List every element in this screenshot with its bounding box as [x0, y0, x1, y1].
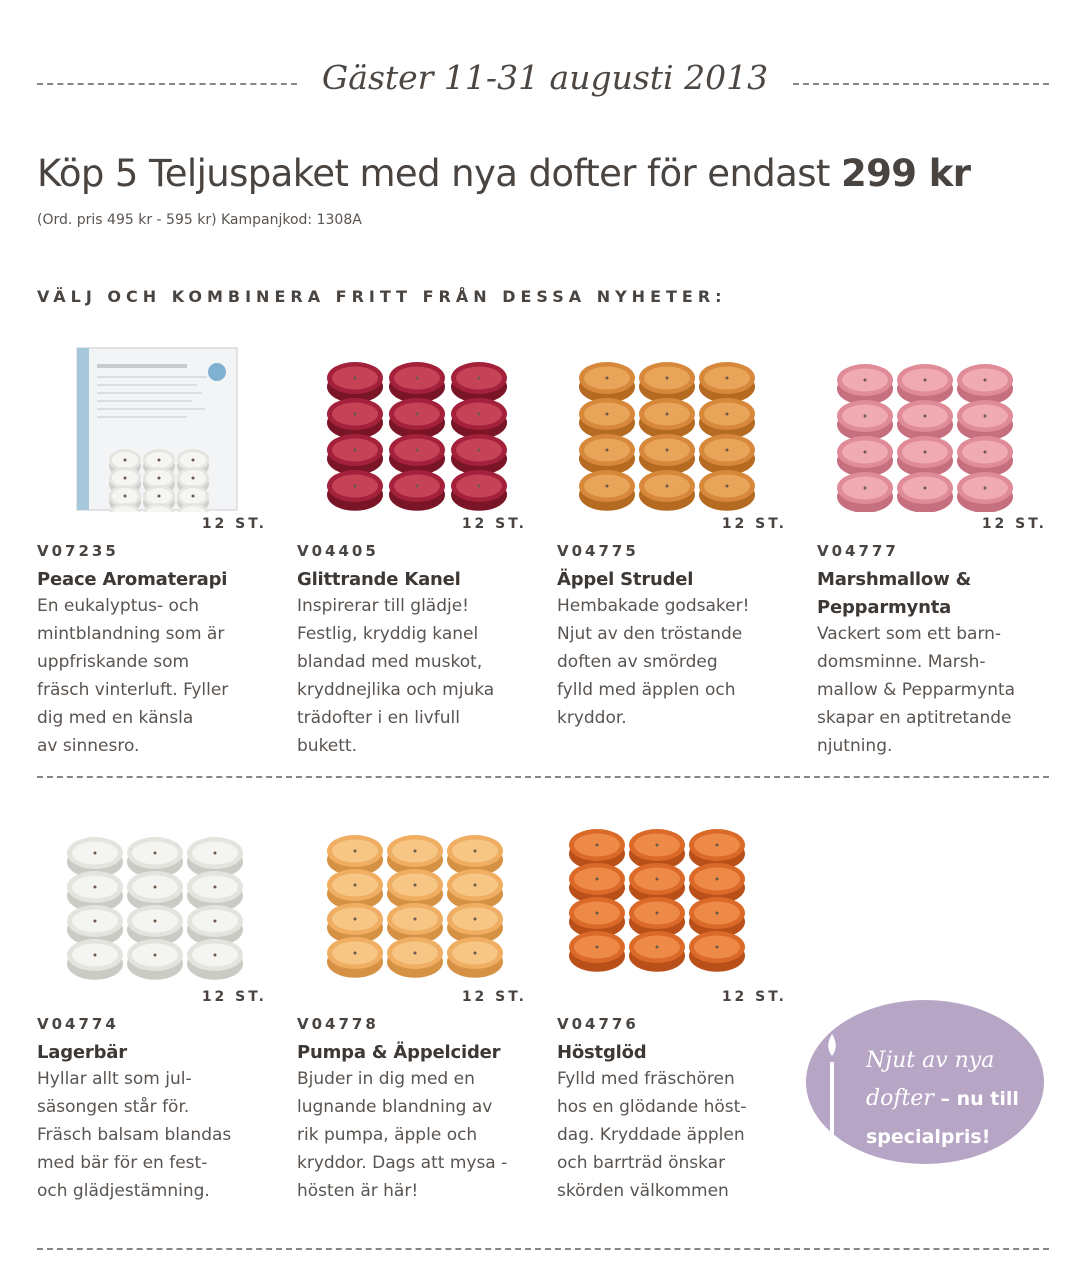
quantity-label: 12 ST. [981, 516, 1047, 532]
quantity-label: 12 ST. [721, 516, 787, 532]
tealights-icon [297, 815, 542, 985]
tealight-wick [154, 852, 157, 855]
tealight-wick [666, 413, 669, 416]
tealight-wick [478, 449, 481, 452]
product-description [557, 1065, 792, 1205]
desc-line: Vackert som ett barn- [817, 624, 1002, 644]
desc-line: mintblandning som är [37, 624, 225, 644]
tealight-wick [158, 495, 161, 498]
desc-line: och barrträd önskar [557, 1153, 726, 1173]
badge-line-2-bold: – nu till [933, 1088, 1019, 1110]
tealight-wick [716, 844, 719, 847]
tealights-icon [37, 815, 282, 985]
tealight-wick [414, 952, 417, 955]
campaign-title: Gäster 11-31 augusti 2013 [321, 58, 769, 97]
desc-line: fylld med äpplen och [557, 680, 736, 700]
tealight-wick [416, 413, 419, 416]
tealight-wick [924, 487, 927, 490]
quantity-label: 12 ST. [201, 989, 267, 1005]
product-image-appel-strudel [557, 342, 802, 512]
desc-line: kryddor. [557, 708, 627, 728]
promo-badge [806, 1000, 1044, 1164]
tealight-wick [656, 946, 659, 949]
tealight-wick [214, 954, 217, 957]
desc-line: skapar en aptitretande [817, 708, 1012, 728]
tealight-wick [596, 912, 599, 915]
tealight-wick [656, 912, 659, 915]
headline-price: 299 kr [841, 152, 971, 195]
tealight-wick [94, 954, 97, 957]
badge-line-2-italic: dofter [866, 1086, 934, 1111]
offer-subline: (Ord. pris 495 kr - 595 kr) Kampanjkod: 1308A [37, 212, 362, 228]
tealight-wick [214, 920, 217, 923]
tealight-wick [478, 413, 481, 416]
desc-line: Festlig, kryddig kanel [297, 624, 479, 644]
badge-line-2 [866, 1080, 1036, 1118]
desc-line: blandad med muskot, [297, 652, 483, 672]
desc-line: Fylld med fräschören [557, 1069, 735, 1089]
row-divider [37, 776, 1049, 778]
tealights-icon [817, 342, 1062, 512]
desc-line: domsminne. Marsh- [817, 652, 986, 672]
product-code: V04777 [817, 542, 899, 560]
tealight-wick [158, 477, 161, 480]
tealight-wick [416, 449, 419, 452]
desc-line: av sinnesro. [37, 736, 140, 756]
tealight-wick [864, 379, 867, 382]
offer-headline [37, 152, 970, 195]
product-name: Glittrande Kanel [297, 569, 461, 590]
desc-line: kryddor. Dags att mysa - [297, 1153, 508, 1173]
tealight-wick [354, 884, 357, 887]
tealight-wick [726, 413, 729, 416]
product-code: V04774 [37, 1015, 119, 1033]
badge-text [866, 1042, 1036, 1156]
desc-line: Bjuder in dig med en [297, 1069, 475, 1089]
product-code: V04775 [557, 542, 639, 560]
tealight-wick [606, 449, 609, 452]
tealight-wick [716, 878, 719, 881]
tealight-wick [414, 850, 417, 853]
candle-flame-icon [822, 1032, 842, 1142]
tealight-wick [666, 485, 669, 488]
tealight-wick [474, 850, 477, 853]
product-name: Lagerbär [37, 1042, 127, 1063]
tealight-wick [474, 884, 477, 887]
desc-line: bukett. [297, 736, 357, 756]
product-image-lagerbar [37, 815, 282, 985]
product-description [297, 1065, 532, 1205]
tealight-wick [478, 377, 481, 380]
product-image-pumpa-appelcider [297, 815, 542, 985]
product-image-glittrande-kanel [297, 342, 542, 512]
tealight-wick [726, 449, 729, 452]
tealight-wick [596, 844, 599, 847]
tealight-wick [414, 918, 417, 921]
tealight-wick [984, 379, 987, 382]
tealight-wick [716, 912, 719, 915]
product-description [37, 592, 272, 760]
desc-line: En eukalyptus- och [37, 596, 200, 616]
product-name: Marshmallow & Pepparmynta [817, 569, 972, 618]
quantity-label: 12 ST. [201, 516, 267, 532]
tealight-wick [656, 878, 659, 881]
tealights-icon [557, 342, 802, 512]
tealight-wick [924, 379, 927, 382]
tealight-wick [354, 485, 357, 488]
tealight-wick [192, 495, 195, 498]
desc-line: säsongen står för. [37, 1097, 190, 1117]
tealight-wick [726, 485, 729, 488]
tealight-wick [354, 449, 357, 452]
tealight-wick [416, 377, 419, 380]
tealight-wick [192, 477, 195, 480]
tealight-wick [924, 415, 927, 418]
product-image-peace-aromaterapi [37, 342, 282, 512]
tealight-wick [414, 884, 417, 887]
tealight-wick [984, 451, 987, 454]
tealight-wick [124, 459, 127, 462]
tealight-wick [984, 415, 987, 418]
desc-line: hos en glödande höst- [557, 1097, 747, 1117]
tealight-wick [154, 886, 157, 889]
tealight-wick [864, 415, 867, 418]
tealight-box-icon [37, 342, 282, 512]
product-name: Äppel Strudel [557, 569, 694, 590]
product-image-marshmallow-pepparmynta [817, 342, 1062, 512]
tealight-wick [124, 477, 127, 480]
tealight-wick [864, 451, 867, 454]
desc-line: mallow & Pepparmynta [817, 680, 1016, 700]
tealight-wick [416, 485, 419, 488]
tealight-wick [478, 485, 481, 488]
tealight-wick [984, 487, 987, 490]
product-name: Pumpa & Äppelcider [297, 1042, 501, 1063]
tealights-icon [297, 342, 542, 512]
desc-line: trädofter i en livfull [297, 708, 460, 728]
tealight-wick [354, 952, 357, 955]
desc-line: Hembakade godsaker! [557, 596, 750, 616]
product-image-hostglod [557, 815, 802, 985]
tealight-wick [474, 918, 477, 921]
tealight-wick [606, 377, 609, 380]
tealight-wick [606, 485, 609, 488]
tealight-wick [666, 377, 669, 380]
desc-line: med bär för en fest- [37, 1153, 208, 1173]
desc-line: Njut av den tröstande [557, 624, 743, 644]
quantity-label: 12 ST. [721, 989, 787, 1005]
tealight-wick [716, 946, 719, 949]
product-code: V04405 [297, 542, 379, 560]
tealight-wick [158, 459, 161, 462]
tealight-wick [864, 487, 867, 490]
tealight-wick [726, 377, 729, 380]
header-dash-left [37, 83, 297, 85]
tealight-wick [154, 920, 157, 923]
tealight-wick [124, 495, 127, 498]
tealight-wick [656, 844, 659, 847]
product-code: V07235 [37, 542, 119, 560]
desc-line: dig med en känsla [37, 708, 194, 728]
tealight-wick [214, 886, 217, 889]
tealight-wick [192, 459, 195, 462]
desc-line: doften av smördeg [557, 652, 718, 672]
section-heading: VÄLJ OCH KOMBINERA FRITT FRÅN DESSA NYHETER: [37, 287, 727, 306]
badge-line-1: Njut av nya [866, 1048, 995, 1073]
desc-line: Inspirerar till glädje! [297, 596, 469, 616]
tealight-wick [924, 451, 927, 454]
desc-line: och glädjestämning. [37, 1181, 210, 1201]
desc-line: kryddnejlika och mjuka [297, 680, 495, 700]
badge-line-3: specialpris! [866, 1126, 991, 1148]
tealight-wick [354, 377, 357, 380]
quantity-label: 12 ST. [461, 516, 527, 532]
header-dash-right [793, 83, 1049, 85]
tealight-wick [94, 852, 97, 855]
desc-line: skörden välkommen [557, 1181, 729, 1201]
tealight-wick [94, 886, 97, 889]
desc-line: rik pumpa, äpple och [297, 1125, 478, 1145]
tealight-wick [214, 852, 217, 855]
desc-line: lugnande blandning av [297, 1097, 493, 1117]
tealight-wick [474, 952, 477, 955]
bottom-divider [37, 1248, 1049, 1250]
tealight-wick [354, 918, 357, 921]
product-code: V04776 [557, 1015, 639, 1033]
desc-line: Hyllar allt som jul- [37, 1069, 192, 1089]
product-description [37, 1065, 272, 1205]
desc-line: dag. Kryddade äpplen [557, 1125, 745, 1145]
product-name: Peace Aromaterapi [37, 569, 228, 590]
desc-line: njutning. [817, 736, 893, 756]
desc-line: hösten är här! [297, 1181, 419, 1201]
product-code: V04778 [297, 1015, 379, 1033]
headline-text: Köp 5 Teljuspaket med nya dofter för endast [37, 152, 842, 195]
tealight-wick [154, 954, 157, 957]
product-description [557, 592, 792, 732]
product-description [817, 620, 1052, 760]
quantity-label: 12 ST. [461, 989, 527, 1005]
tealight-wick [666, 449, 669, 452]
tealight-wick [596, 946, 599, 949]
tealight-wick [596, 878, 599, 881]
product-name: Höstglöd [557, 1042, 647, 1063]
tealight-wick [354, 413, 357, 416]
tealights-icon [557, 815, 802, 985]
desc-line: fräsch vinterluft. Fyller [37, 680, 229, 700]
desc-line: uppfriskande som [37, 652, 190, 672]
desc-line: Fräsch balsam blandas [37, 1125, 232, 1145]
tealight-wick [354, 850, 357, 853]
tealight-wick [606, 413, 609, 416]
tealight-wick [94, 920, 97, 923]
product-description [297, 592, 532, 760]
